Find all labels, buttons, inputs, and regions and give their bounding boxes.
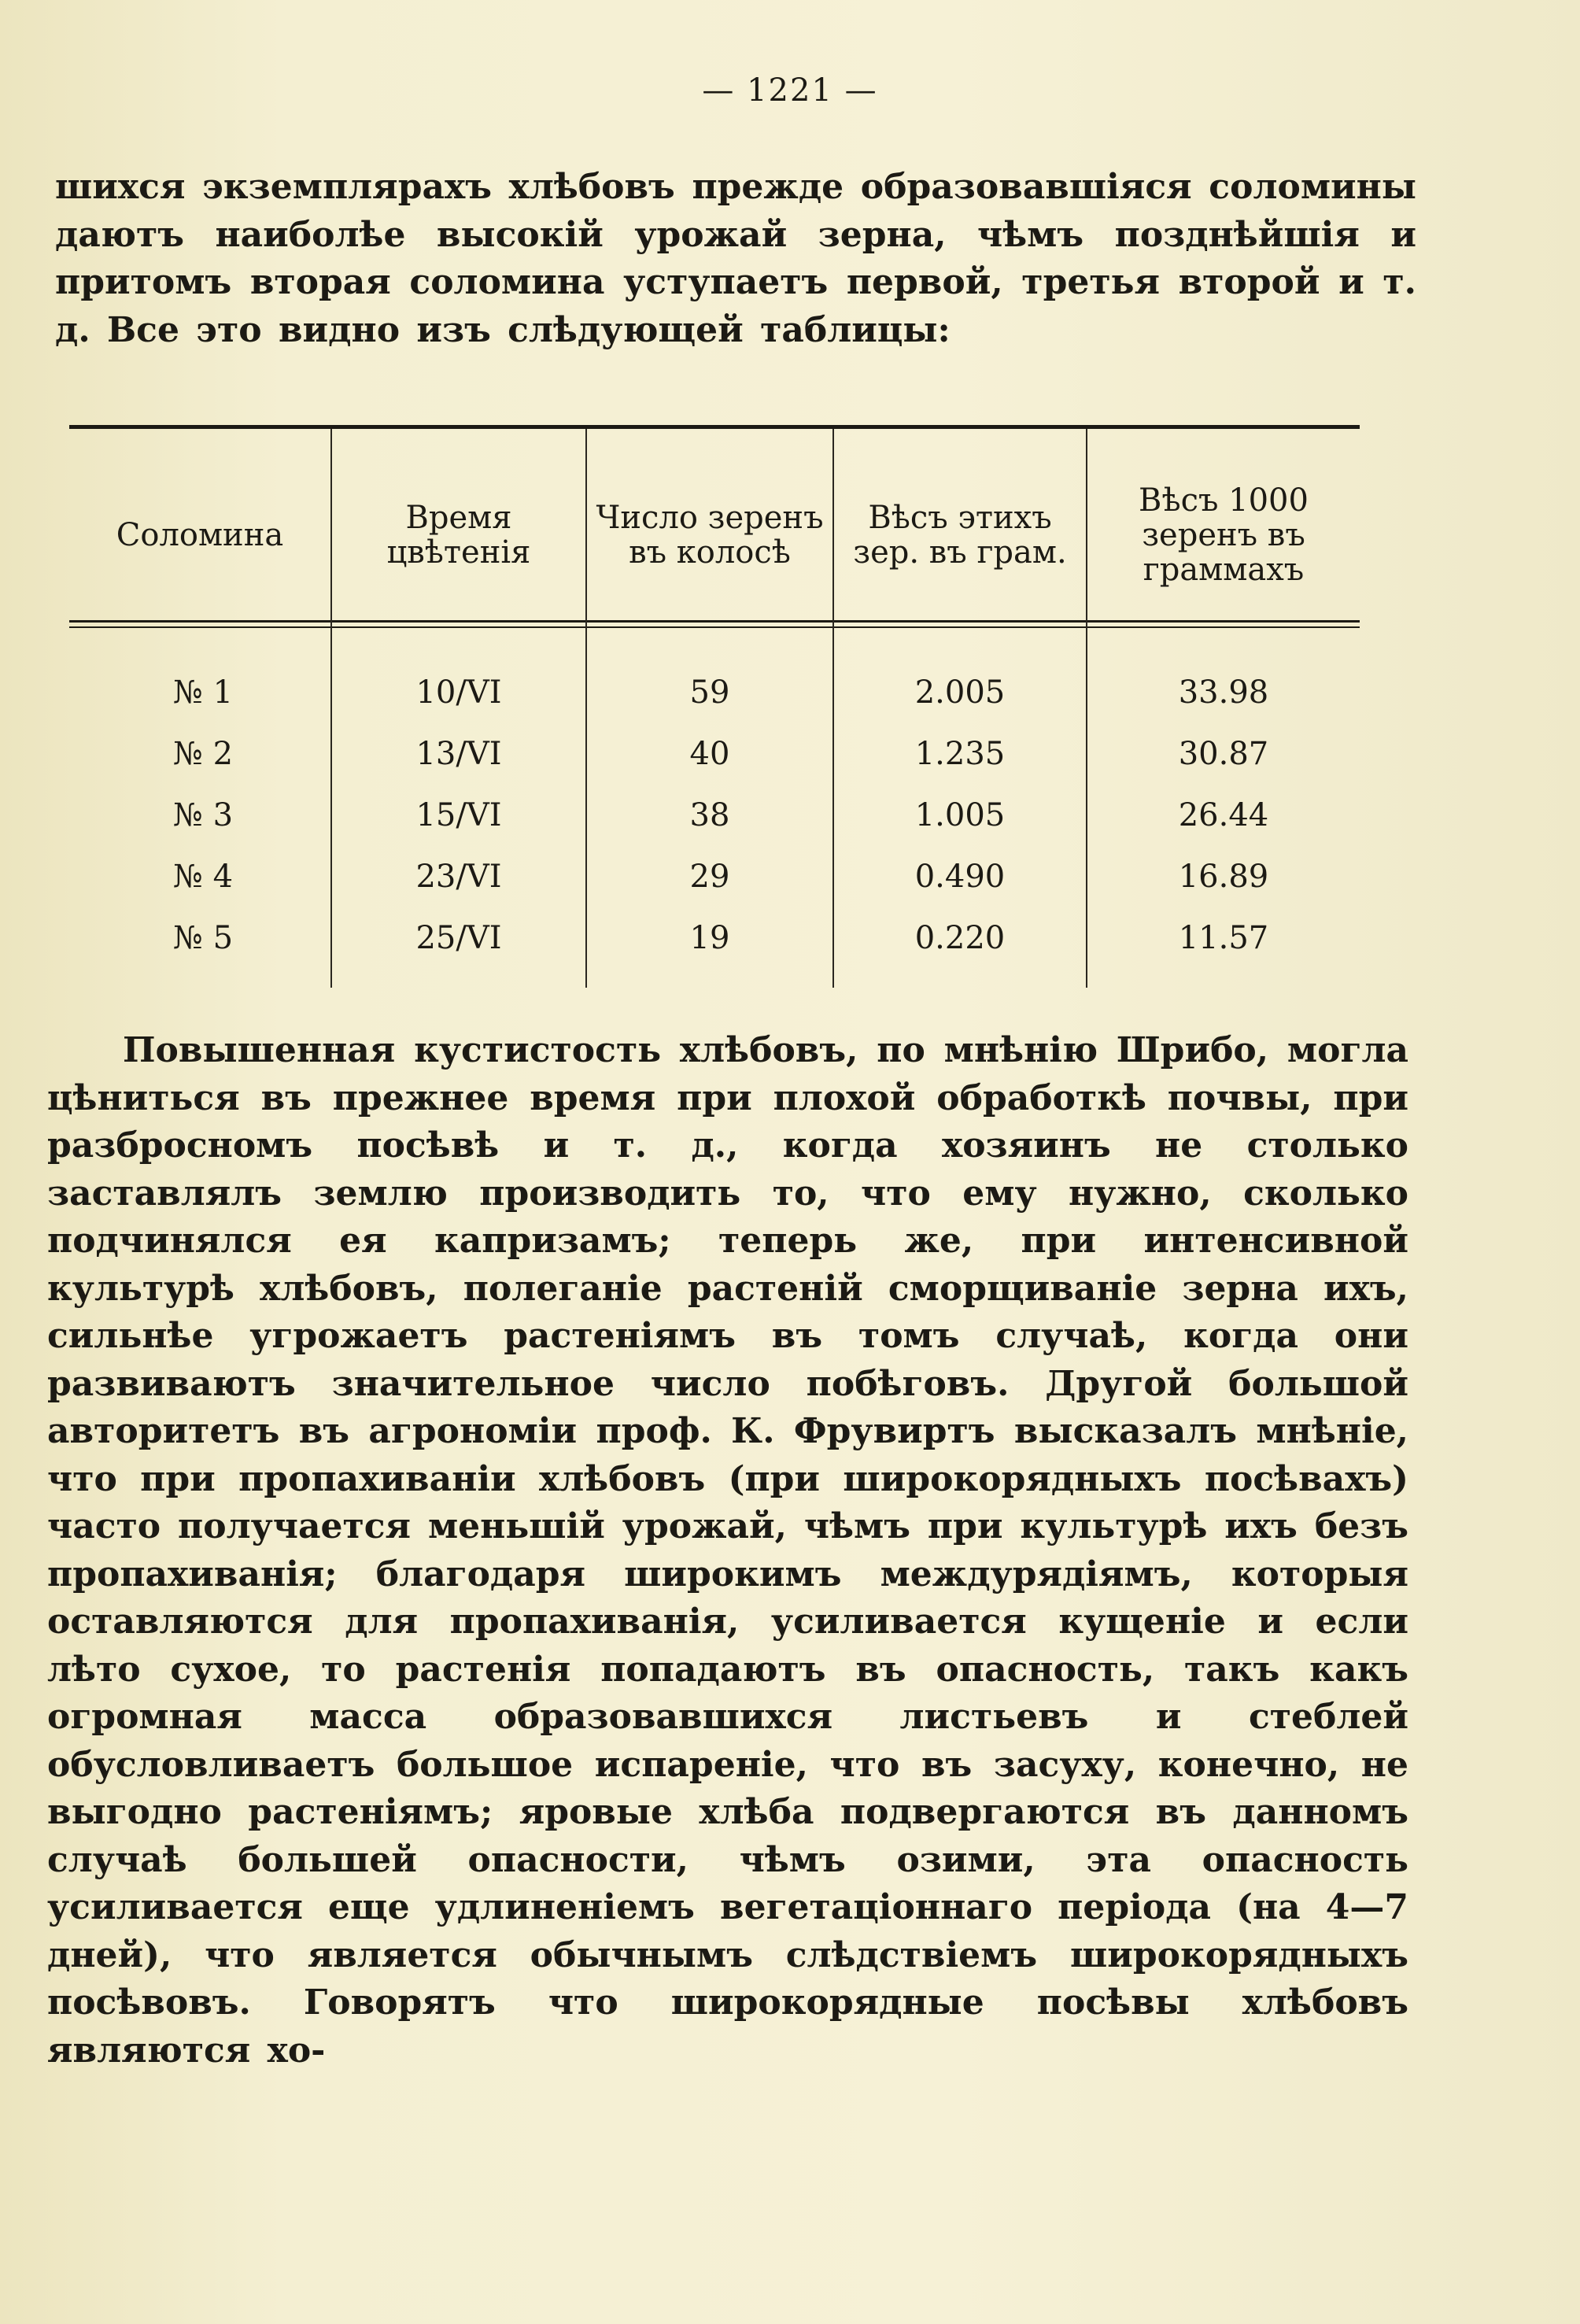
paragraph-intro: шихся экземплярахъ хлѣбовъ прежде образовавшiяся соломины даютъ наиболѣе высокiй урожай зерна, чѣмъ позднѣйшiя и притомъ вторая соломина уступаетъ первой, третья второй и т. д. Все это видно изъ слѣдующей таблицы: xyxy=(55,167,1416,350)
header-flowering-time: Время цвѣтенiя xyxy=(386,500,531,571)
cell-grain-count: 40 xyxy=(689,736,730,772)
cell-flowering-date: 10/VI xyxy=(415,674,502,711)
header-thousand-weight: Вѣсъ 1000 зеренъ въ граммахъ xyxy=(1139,482,1309,588)
table-header-rule-2 xyxy=(69,626,1360,628)
cell-grain-weight: 0.220 xyxy=(914,920,1006,956)
table-row xyxy=(69,664,1360,721)
cell-flowering-date: 25/VI xyxy=(415,920,502,956)
cell-straw-number: № 4 xyxy=(173,859,234,895)
cell-flowering-date: 13/VI xyxy=(415,736,502,772)
header-straw: Соломина xyxy=(116,517,284,553)
cell-thousand-weight: 30.87 xyxy=(1178,736,1269,772)
table-row xyxy=(69,848,1360,905)
paragraph-main: Повышенная кустистость хлѣбовъ, по мнѣнiю Шрибо, могла цѣниться въ прежнее время при плохой обработкѣ почвы, при разбросномъ посѣвѣ и т. д., когда хозяинъ не столько заставлялъ землю производить то, что ему нужно, сколько подчинялся ея капризамъ; теперь же, при интенсивной культурѣ хлѣбовъ, полеганiе растенiй сморщиванiе зерна ихъ, сильнѣе угрожаетъ растенiямъ въ томъ случаѣ, когда они развиваютъ значительное число побѣговъ. Другой большой авторитетъ въ агрономiи проф. К. Фрувиртъ высказалъ мнѣнiе, что при пропахиванiи хлѣбовъ (при широкорядныхъ посѣвахъ) часто получается меньшiй урожай, чѣмъ при культурѣ ихъ безъ пропахиванiя; благодаря широкимъ междурядiямъ, которыя оставляются для пропахиванiя, усиливается кущенiе и если лѣто сухое, то растенiя попадаютъ въ опасность, такъ какъ огромная масса образовавшихся листьевъ и стеблей обусловливаетъ большое испаренiе, что въ засуху, конечно, не выгодно растенiямъ; яровые хлѣба подвергаются въ данномъ случаѣ большей опасности, чѣмъ озими, эта опасность усиливается еще удлиненiемъ вегетацiоннаго перiода (на 4—7 дней), что является обычнымъ слѣдствiемъ широкорядныхъ посѣвовъ. Говорятъ что широкорядные посѣвы хлѣбовъ являются хо- xyxy=(47,1030,1408,2071)
cell-flowering-date: 23/VI xyxy=(415,859,502,895)
cell-straw-number: № 2 xyxy=(173,736,234,772)
page-number: — 1221 — xyxy=(702,72,878,109)
table-row xyxy=(69,726,1360,782)
table-top-rule xyxy=(69,425,1360,429)
cell-thousand-weight: 11.57 xyxy=(1178,920,1269,956)
cell-straw-number: № 1 xyxy=(173,674,234,711)
cell-thousand-weight: 16.89 xyxy=(1178,859,1269,895)
header-grain-weight: Вѣсъ этихъ зер. въ грам. xyxy=(853,500,1067,571)
cell-straw-number: № 5 xyxy=(173,920,234,956)
cell-flowering-date: 15/VI xyxy=(415,797,502,833)
cell-thousand-weight: 33.98 xyxy=(1178,674,1269,711)
cell-grain-weight: 1.235 xyxy=(914,736,1006,772)
cell-grain-count: 59 xyxy=(689,674,730,711)
header-grain-count: Число зеренъ въ колосѣ xyxy=(596,500,824,571)
data-table xyxy=(69,425,1360,992)
cell-grain-weight: 1.005 xyxy=(914,797,1006,833)
table-header-rule xyxy=(69,620,1360,623)
cell-grain-weight: 2.005 xyxy=(914,674,1006,711)
cell-straw-number: № 3 xyxy=(173,797,234,833)
cell-grain-count: 29 xyxy=(689,859,730,895)
table-row xyxy=(69,910,1360,966)
cell-grain-weight: 0.490 xyxy=(914,859,1006,895)
cell-grain-count: 19 xyxy=(689,920,730,956)
table-row xyxy=(69,787,1360,844)
cell-grain-count: 38 xyxy=(689,797,730,833)
cell-thousand-weight: 26.44 xyxy=(1178,797,1269,833)
